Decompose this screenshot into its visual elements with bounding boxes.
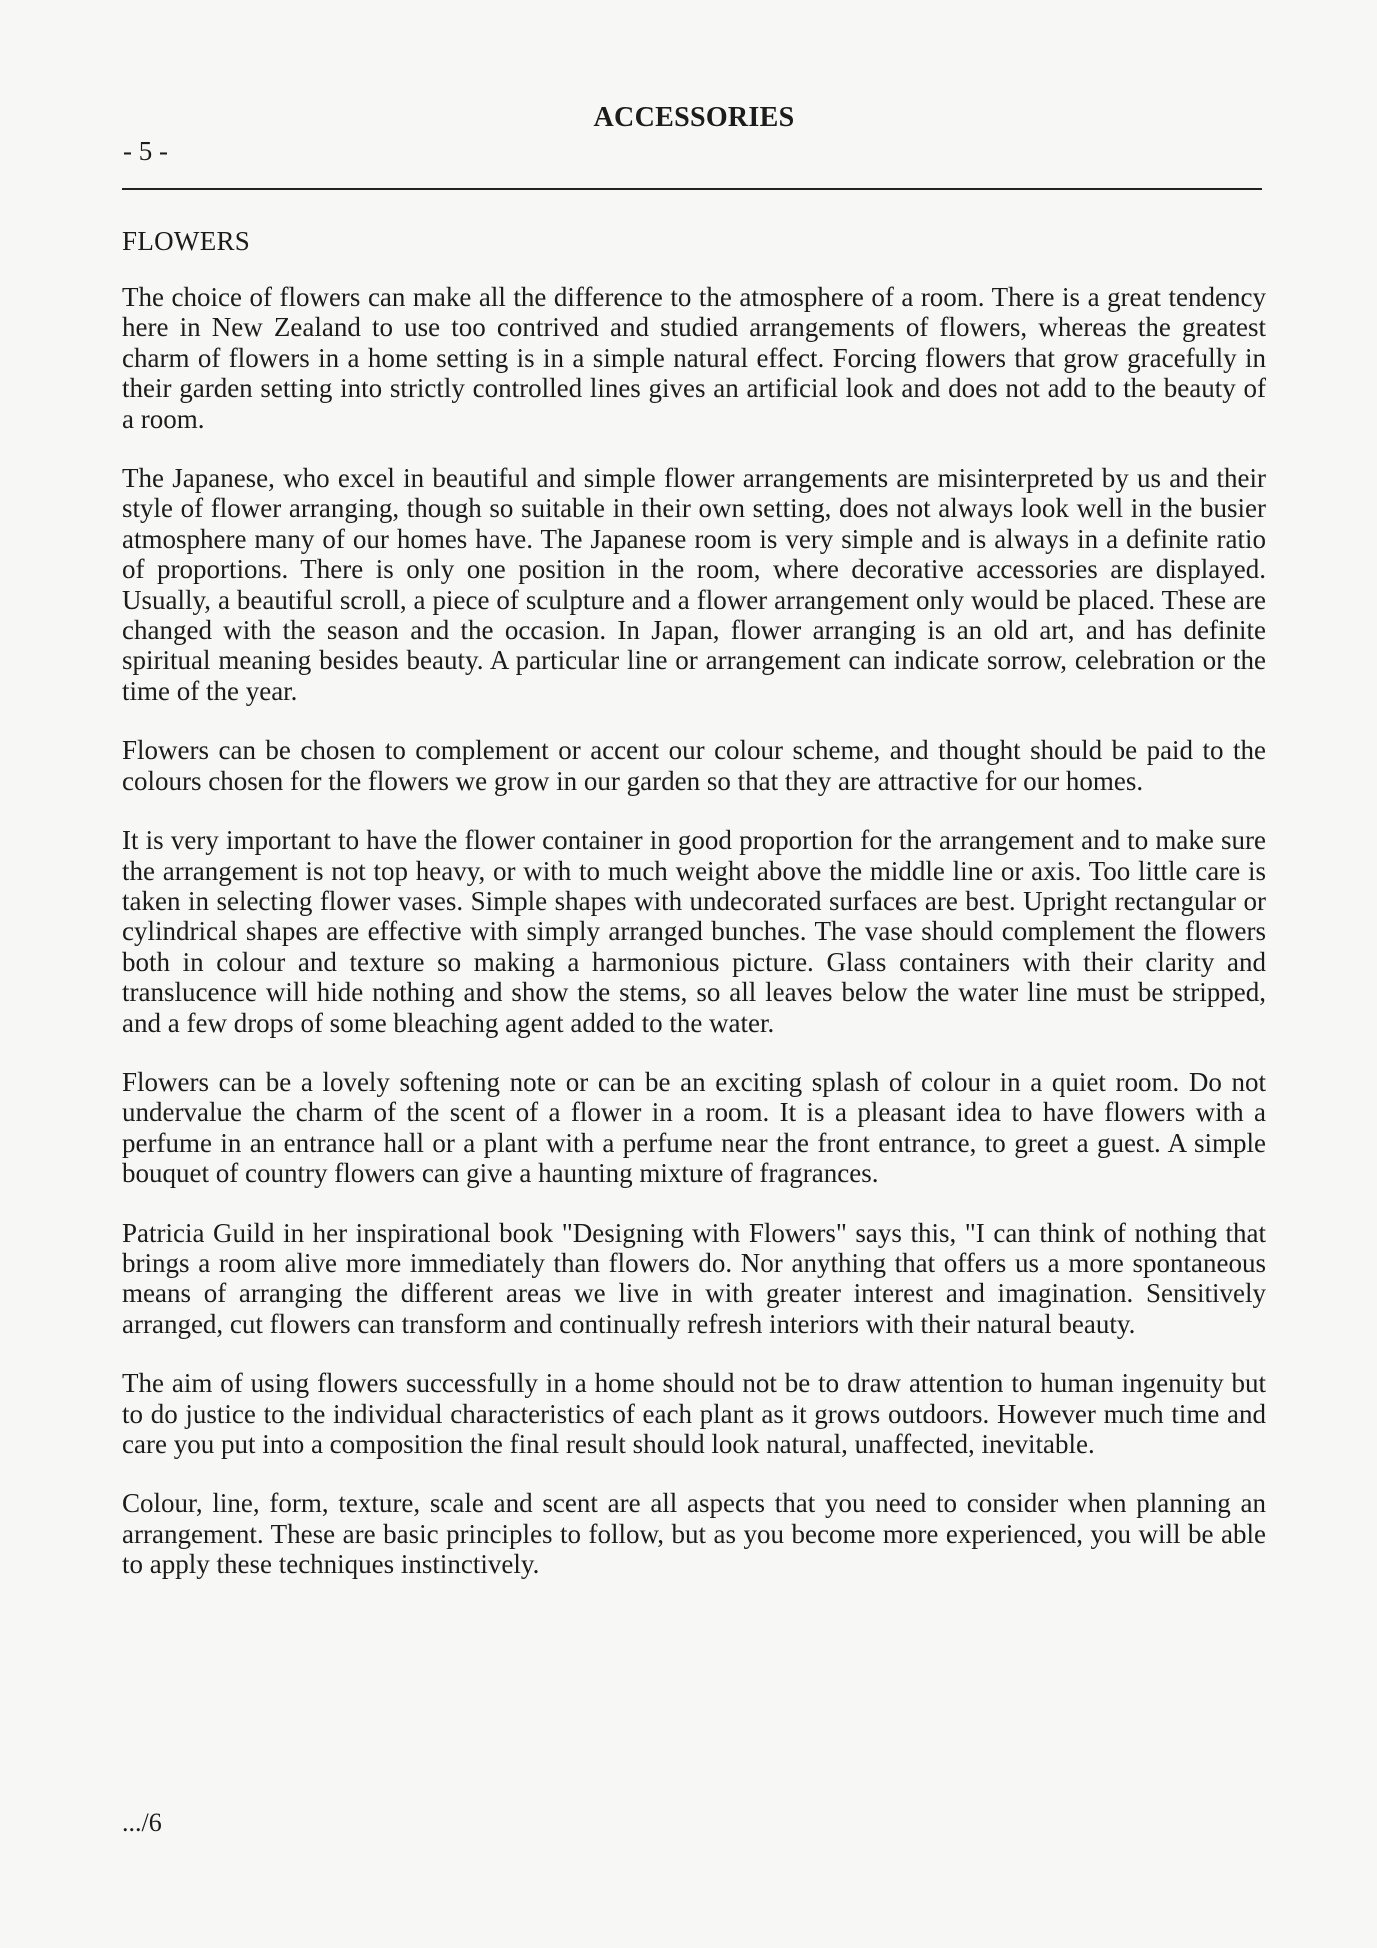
paragraph: Flowers can be chosen to complement or accent our colour scheme, and thought should be paid to the colours chosen for the flowers we grow in our garden so that they are attractive for our homes. (122, 735, 1266, 796)
continuation-marker: .../6 (122, 1808, 162, 1837)
paragraph: It is very important to have the flower container in good proportion for the arrangement and to make sure the arrangement is not top heavy, or with to much weight above the middle line or axis. Too little care is taken in selecting flower vases. Simple shapes with undecorated surfaces are best. Upright rectangular or cylindrical shapes are effective with simply arranged bunches. The vase should complement the flowers both in colour and texture so making a harmonious picture. Glass containers with their clarity and translucence will hide nothing and show the stems, so all leaves below the water line must be stripped, and a few drops of some bleaching agent added to the water. (122, 825, 1266, 1038)
page-heading: ACCESSORIES (593, 102, 795, 133)
section-title: FLOWERS (122, 226, 251, 256)
paragraph: The choice of flowers can make all the difference to the atmosphere of a room. There is a great tendency here in New Zealand to use too contrived and studied arrangements of flowers, whereas the greatest charm of flowers in a home setting is in a simple natural effect. Forcing flowers that grow gracefully in their garden setting into strictly controlled lines gives an artificial look and does not add to the beauty of a room. (122, 282, 1266, 434)
paragraph: Patricia Guild in her inspirational book "Designing with Flowers" says this, "I can think of nothing that brings a room alive more immediately than flowers do. Nor anything that offers us a more spontaneous means of arranging the different areas we live in with greater interest and imagination. Sensitively arranged, cut flowers can transform and continually refresh interiors with their natural beauty. (122, 1217, 1266, 1339)
paragraph: The Japanese, who excel in beautiful and simple flower arrangements are misinterpreted by us and their style of flower arranging, though so suitable in their own setting, does not always look well in the busier atmosphere many of our homes have. The Japanese room is very simple and is always in a definite ratio of proportions. There is only one position in the room, where decorative accessories are displayed. Usually, a beautiful scroll, a piece of sculpture and a flower arrangement only would be placed. These are changed with the season and the occasion. In Japan, flower arranging is an old art, and has definite spiritual meaning besides beauty. A particular line or arrangement can indicate sorrow, celebration or the time of the year. (122, 463, 1266, 706)
paragraph: Colour, line, form, texture, scale and scent are all aspects that you need to consider when planning an arrangement. These are basic principles to follow, but as you become more experienced, you will be able to apply these techniques instinctively. (122, 1488, 1266, 1580)
paragraph: Flowers can be a lovely softening note or can be an exciting splash of colour in a quiet room. Do not undervalue the charm of the scent of a flower in a room. It is a pleasant idea to have flowers with a perfume in an entrance hall or a plant with a perfume near the front entrance, to greet a guest. A simple bouquet of country flowers can give a haunting mixture of fragrances. (122, 1066, 1266, 1189)
page-number: - 5 - (123, 136, 168, 166)
header-divider (122, 188, 1262, 190)
paragraph: The aim of using flowers successfully in a home should not be to draw attention to human ingenuity but to do justice to the individual characteristics of each plant as it grows outdoors. However much time and care you put into a composition the final result should look natural, unaffected, inevitable. (122, 1368, 1266, 1459)
body-text (122, 282, 1266, 1609)
